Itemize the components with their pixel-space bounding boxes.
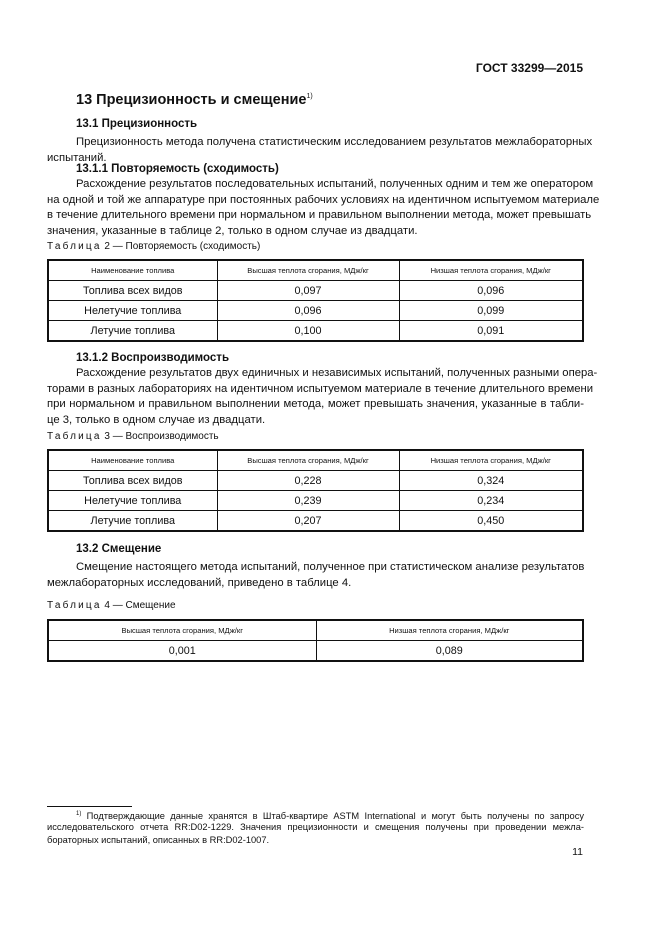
footnote-mark: 1) bbox=[76, 811, 82, 817]
text-line: Расхождение результатов последовательных испытаний, полученных одним и тем же оператором bbox=[76, 178, 594, 190]
cell: Летучие топлива bbox=[48, 511, 217, 532]
caption-word: Таблица bbox=[47, 241, 102, 252]
column-header: Высшая теплота сгорания, МДж/кг bbox=[48, 620, 316, 641]
text-line: в течение длительного времени при нормальном и правильном выполнении метода, может превышать bbox=[47, 209, 592, 221]
table-row bbox=[48, 281, 583, 301]
table-3 bbox=[47, 449, 584, 532]
cell: 0,096 bbox=[399, 281, 583, 301]
column-header: Низшая теплота сгорания, МДж/кг bbox=[316, 620, 583, 641]
text-line: межлабораторных исследований, приведено в таблице 4. bbox=[47, 576, 352, 589]
section-title bbox=[76, 92, 313, 108]
table-row bbox=[48, 511, 583, 532]
cell: 0,234 bbox=[399, 491, 583, 511]
column-header: Высшая теплота сгорания, МДж/кг bbox=[217, 450, 399, 471]
cell: Топлива всех видов bbox=[48, 281, 217, 301]
caption-text: 3 — Воспроизводимость bbox=[104, 431, 219, 442]
table-row bbox=[48, 301, 583, 321]
heading-13-1-2: 13.1.2 Воспроизводимость bbox=[76, 352, 230, 364]
cell: 0,096 bbox=[217, 301, 399, 321]
column-header: Низшая теплота сгорания, МДж/кг bbox=[399, 260, 583, 281]
cell: 0,089 bbox=[316, 641, 583, 662]
footnote-text: Подтверждающие данные хранятся в Штаб-квартире ASTM International и могут быть получены по запросу bbox=[86, 811, 584, 821]
text-line: исследовательского отчета RR:D02-1229. Значения прецизионности и смещения получены при проведении межла- bbox=[47, 822, 584, 832]
footnote bbox=[47, 808, 584, 847]
table-3-caption bbox=[47, 431, 219, 442]
cell: 0,239 bbox=[217, 491, 399, 511]
caption-text: 2 — Повторяемость (сходимость) bbox=[104, 241, 261, 252]
table-row bbox=[48, 491, 583, 511]
cell: 0,097 bbox=[217, 281, 399, 301]
table-row bbox=[48, 471, 583, 491]
cell: 0,099 bbox=[399, 301, 583, 321]
text-line: торами в разных лабораториях на идентичном испытуемом материале в течение длительного времени bbox=[47, 382, 594, 395]
table-2-caption bbox=[47, 241, 260, 252]
cell: Нелетучие топлива bbox=[48, 491, 217, 511]
cell: Топлива всех видов bbox=[48, 471, 217, 491]
table-header-row bbox=[48, 450, 583, 471]
table-row bbox=[48, 321, 583, 342]
cell: 0,324 bbox=[399, 471, 583, 491]
caption-word: Таблица bbox=[47, 600, 102, 611]
column-header: Наименование топлива bbox=[48, 260, 217, 281]
text-line: Прецизионность метода получена статистическим исследованием результатов межлабораторных bbox=[76, 136, 593, 148]
column-header: Наименование топлива bbox=[48, 450, 217, 471]
cell: Нелетучие топлива bbox=[48, 301, 217, 321]
cell: Летучие топлива bbox=[48, 321, 217, 342]
text-line: Смещение настоящего метода испытаний, полученное при статистическом анализе результатов bbox=[76, 561, 585, 573]
table-header-row bbox=[48, 260, 583, 281]
document-header: ГОСТ 33299—2015 bbox=[475, 61, 583, 75]
text-line: на одной и той же аппаратуре при постоянных рабочих условиях на идентичном испытуемом материале bbox=[47, 193, 600, 206]
cell: 0,091 bbox=[399, 321, 583, 342]
caption-text: 4 — Смещение bbox=[104, 600, 176, 611]
heading-13-1: 13.1 Прецизионность bbox=[76, 118, 198, 130]
footnote-divider bbox=[47, 806, 132, 807]
paragraph-13-2 bbox=[47, 560, 584, 591]
text-line: испытаний. bbox=[47, 151, 107, 164]
paragraph-13-1-2 bbox=[47, 366, 598, 428]
text-line bbox=[47, 808, 584, 821]
table-header-row bbox=[48, 620, 583, 641]
cell: 0,100 bbox=[217, 321, 399, 342]
table-2 bbox=[47, 259, 584, 342]
heading-13-2: 13.2 Смещение bbox=[76, 543, 162, 555]
text-line: бораторных испытаний, описанных в RR:D02-1007. bbox=[47, 835, 270, 845]
text-line: Расхождение результатов двух единичных и независимых испытаний, полученных разными опера- bbox=[76, 367, 598, 379]
cell: 0,228 bbox=[217, 471, 399, 491]
paragraph-13-1 bbox=[47, 135, 593, 166]
caption-word: Таблица bbox=[47, 431, 102, 442]
footnote-mark: 1) bbox=[306, 93, 313, 100]
cell: 0,001 bbox=[48, 641, 316, 662]
cell: 0,207 bbox=[217, 511, 399, 532]
text-line: значения, указанные в таблице 2, только в одном случае из двадцати. bbox=[47, 224, 418, 237]
table-4 bbox=[47, 619, 584, 662]
page-number: 11 bbox=[572, 846, 583, 858]
text-line: це 3, только в одном случае из двадцати. bbox=[47, 413, 266, 426]
column-header: Высшая теплота сгорания, МДж/кг bbox=[217, 260, 399, 281]
section-title-text: 13 Прецизионность и смещение bbox=[76, 92, 307, 108]
table-4-caption bbox=[47, 600, 176, 611]
column-header: Низшая теплота сгорания, МДж/кг bbox=[399, 450, 583, 471]
cell: 0,450 bbox=[399, 511, 583, 532]
text-line: при нормальном и правильном выполнении метода, может превышать значения, указанные в табли- bbox=[47, 398, 584, 410]
paragraph-13-1-1 bbox=[47, 177, 600, 239]
table-row bbox=[48, 641, 583, 662]
heading-13-1-1: 13.1.1 Повторяемость (сходимость) bbox=[76, 163, 279, 175]
